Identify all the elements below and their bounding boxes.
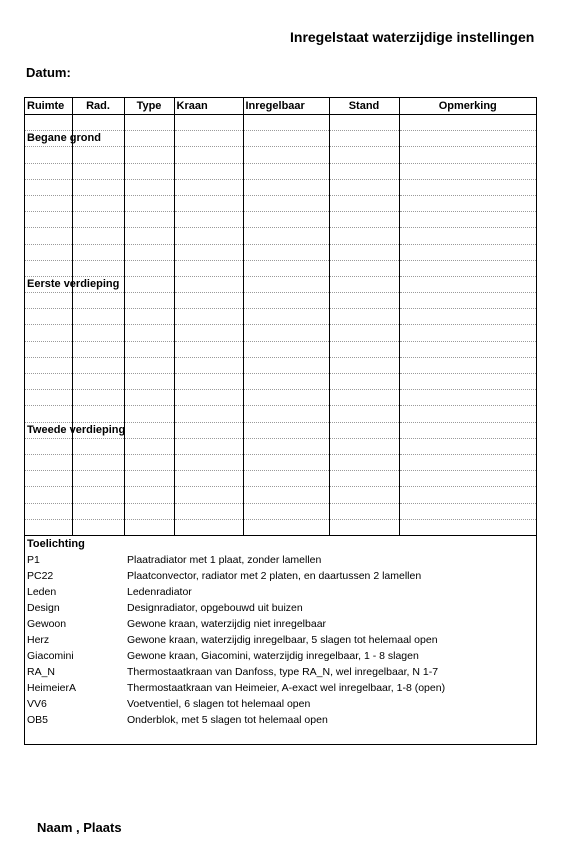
table-cell[interactable] (243, 293, 329, 309)
table-cell[interactable] (399, 212, 536, 228)
legend-description: Thermostaatkraan van Danfoss, type RA_N, wel inregelbaar, N 1-7 (127, 666, 439, 678)
table-cell[interactable] (25, 438, 72, 454)
table-cell[interactable] (399, 357, 536, 373)
table-cell[interactable] (25, 471, 72, 487)
table-cell[interactable] (124, 519, 174, 535)
table-cell[interactable] (243, 357, 329, 373)
legend-code: P1 (27, 554, 40, 566)
table-cell[interactable] (124, 390, 174, 406)
table-row (25, 438, 536, 454)
legend-description: Plaatconvector, radiator met 2 platen, en daartussen 2 lamellen (127, 570, 422, 582)
table-cell[interactable] (124, 422, 174, 438)
table-cell[interactable] (243, 471, 329, 487)
table-cell[interactable] (25, 244, 72, 260)
legend-code: Leden (27, 586, 57, 598)
table-cell[interactable] (243, 163, 329, 179)
table-cell[interactable] (72, 195, 124, 211)
table-cell[interactable] (329, 471, 399, 487)
legend-code: Design (27, 602, 60, 614)
legend-item (27, 632, 532, 648)
table-cell[interactable] (329, 195, 399, 211)
table-cell[interactable] (174, 276, 243, 292)
table-row (25, 163, 536, 179)
table-cell[interactable] (399, 163, 536, 179)
column-header-inregelbaar: Inregelbaar (243, 98, 329, 115)
column-header-type: Type (124, 98, 174, 115)
table-cell[interactable] (329, 422, 399, 438)
table-cell[interactable] (399, 276, 536, 292)
table-cell[interactable] (124, 276, 174, 292)
table-cell[interactable] (124, 147, 174, 163)
table-row (25, 147, 536, 163)
table-cell[interactable] (329, 503, 399, 519)
table-cell[interactable] (329, 293, 399, 309)
legend-code: RA_N (27, 666, 56, 678)
table-cell[interactable] (399, 115, 536, 131)
table-cell[interactable] (174, 293, 243, 309)
legend-item (27, 568, 532, 584)
table-cell[interactable] (25, 260, 72, 276)
legend-description: Plaatradiator met 1 plaat, zonder lamellen (127, 554, 322, 566)
table-cell[interactable] (243, 341, 329, 357)
table-cell[interactable] (72, 357, 124, 373)
table-row (25, 115, 536, 131)
table-cell[interactable] (174, 147, 243, 163)
legend-description: Designradiator, opgebouwd uit buizen (127, 602, 303, 614)
table-cell[interactable] (174, 438, 243, 454)
table-cell[interactable] (124, 260, 174, 276)
table-cell[interactable] (399, 390, 536, 406)
table-cell[interactable] (243, 325, 329, 341)
table-row (25, 244, 536, 260)
table-cell[interactable] (124, 341, 174, 357)
table-cell[interactable] (174, 406, 243, 422)
table-cell[interactable] (124, 228, 174, 244)
table-cell[interactable] (124, 471, 174, 487)
table-cell[interactable] (243, 390, 329, 406)
table-cell[interactable] (72, 374, 124, 390)
table-cell[interactable] (399, 519, 536, 535)
legend-item (27, 648, 532, 664)
table-cell[interactable] (124, 131, 174, 147)
table-cell[interactable] (72, 228, 124, 244)
table-row (25, 179, 536, 195)
table-cell[interactable] (124, 115, 174, 131)
table-cell[interactable] (329, 163, 399, 179)
table-cell[interactable] (399, 244, 536, 260)
table-cell[interactable] (174, 471, 243, 487)
section-label: Tweede verdieping (25, 422, 72, 438)
table-cell[interactable] (243, 406, 329, 422)
table-cell[interactable] (174, 519, 243, 535)
column-header-opmerking: Opmerking (399, 98, 536, 115)
table-cell[interactable] (25, 147, 72, 163)
legend-title: Toelichting (27, 538, 85, 550)
table-cell[interactable] (25, 325, 72, 341)
table-cell[interactable] (174, 163, 243, 179)
table-cell[interactable] (329, 325, 399, 341)
legend-item (27, 600, 532, 616)
table-cell[interactable] (243, 454, 329, 470)
column-header-ruimte: Ruimte (25, 98, 72, 115)
table-cell[interactable] (399, 131, 536, 147)
table-cell[interactable] (399, 325, 536, 341)
table-cell[interactable] (72, 503, 124, 519)
table-row (25, 228, 536, 244)
table-cell[interactable] (243, 147, 329, 163)
table-cell[interactable] (124, 357, 174, 373)
legend (27, 536, 532, 728)
column-header-kraan: Kraan (174, 98, 243, 115)
table-row (25, 195, 536, 211)
table-cell[interactable] (72, 163, 124, 179)
page-title: Inregelstaat waterzijdige instellingen (290, 29, 535, 45)
table-cell[interactable] (399, 228, 536, 244)
table-cell[interactable] (399, 503, 536, 519)
table-cell[interactable] (174, 244, 243, 260)
table-cell[interactable] (25, 115, 72, 131)
table-cell[interactable] (399, 260, 536, 276)
table-cell[interactable] (399, 195, 536, 211)
table-cell[interactable] (124, 374, 174, 390)
table-cell[interactable] (243, 212, 329, 228)
table-cell[interactable] (243, 228, 329, 244)
table-cell[interactable] (72, 390, 124, 406)
table-cell[interactable] (25, 163, 72, 179)
legend-code: HeimeierA (27, 682, 77, 694)
table-cell[interactable] (25, 374, 72, 390)
table-cell[interactable] (174, 487, 243, 503)
table-cell[interactable] (243, 131, 329, 147)
datum-label: Datum: (26, 65, 71, 80)
section-row (25, 276, 536, 292)
table-cell[interactable] (72, 406, 124, 422)
table-cell[interactable] (25, 357, 72, 373)
legend-description: Ledenradiator (127, 586, 192, 598)
table-cell[interactable] (329, 179, 399, 195)
table-cell[interactable] (329, 519, 399, 535)
table-cell[interactable] (174, 503, 243, 519)
table-cell[interactable] (329, 309, 399, 325)
table-cell[interactable] (329, 228, 399, 244)
name-place-label: Naam , Plaats (37, 820, 122, 835)
table-cell[interactable] (329, 212, 399, 228)
table-cell[interactable] (124, 503, 174, 519)
table-cell[interactable] (243, 374, 329, 390)
table-cell[interactable] (25, 503, 72, 519)
table-cell[interactable] (243, 487, 329, 503)
table-cell[interactable] (329, 341, 399, 357)
table-row (25, 260, 536, 276)
table-cell[interactable] (399, 341, 536, 357)
table-row (25, 503, 536, 519)
table-cell[interactable] (329, 147, 399, 163)
legend-description: Onderblok, met 5 slagen tot helemaal open (127, 714, 328, 726)
table-cell[interactable] (329, 390, 399, 406)
table-cell[interactable] (72, 325, 124, 341)
table-cell[interactable] (243, 438, 329, 454)
table-cell[interactable] (399, 487, 536, 503)
legend-code: PC22 (27, 570, 54, 582)
table-cell[interactable] (174, 260, 243, 276)
table-cell[interactable] (329, 244, 399, 260)
table-cell[interactable] (329, 131, 399, 147)
table-cell[interactable] (399, 309, 536, 325)
table-cell[interactable] (72, 293, 124, 309)
table-cell[interactable] (72, 212, 124, 228)
table-row (25, 212, 536, 228)
table-cell[interactable] (124, 163, 174, 179)
table-cell[interactable] (174, 374, 243, 390)
table-cell[interactable] (124, 406, 174, 422)
table-cell[interactable] (124, 195, 174, 211)
table-cell[interactable] (72, 487, 124, 503)
section-row (25, 131, 536, 147)
table-cell[interactable] (25, 195, 72, 211)
table-cell[interactable] (399, 422, 536, 438)
table-cell[interactable] (25, 406, 72, 422)
table-cell[interactable] (72, 309, 124, 325)
table-cell[interactable] (25, 309, 72, 325)
table-cell[interactable] (25, 390, 72, 406)
table-cell[interactable] (72, 179, 124, 195)
table-cell[interactable] (174, 454, 243, 470)
column-header-rad: Rad. (72, 98, 124, 115)
table-cell[interactable] (399, 374, 536, 390)
table-cell[interactable] (243, 503, 329, 519)
table-row (25, 357, 536, 373)
legend-items (27, 552, 532, 728)
legend-code: OB5 (27, 714, 49, 726)
table-cell[interactable] (124, 309, 174, 325)
table-cell[interactable] (72, 341, 124, 357)
table-cell[interactable] (329, 357, 399, 373)
section-label: Eerste verdieping (25, 276, 72, 292)
legend-description: Gewone kraan, waterzijdig niet inregelbaar (127, 618, 327, 630)
table-cell[interactable] (72, 471, 124, 487)
table-cell[interactable] (174, 179, 243, 195)
legend-code: Giacomini (27, 650, 74, 662)
table-cell[interactable] (174, 115, 243, 131)
table-cell[interactable] (399, 471, 536, 487)
table-cell[interactable] (124, 244, 174, 260)
table-row (25, 519, 536, 535)
legend-code: Herz (27, 634, 50, 646)
legend-item (27, 712, 532, 728)
table-cell[interactable] (174, 228, 243, 244)
table-cell[interactable] (72, 454, 124, 470)
table-cell[interactable] (243, 276, 329, 292)
legend-item (27, 680, 532, 696)
table-cell[interactable] (124, 293, 174, 309)
legend-item (27, 696, 532, 712)
table-cell[interactable] (243, 195, 329, 211)
table-cell[interactable] (329, 115, 399, 131)
table-cell[interactable] (124, 212, 174, 228)
table-cell[interactable] (174, 131, 243, 147)
table-row (25, 325, 536, 341)
table-cell[interactable] (124, 487, 174, 503)
table-cell[interactable] (243, 260, 329, 276)
column-header-stand: Stand (329, 98, 399, 115)
table-cell[interactable] (124, 438, 174, 454)
table-cell[interactable] (399, 179, 536, 195)
table-cell[interactable] (124, 454, 174, 470)
table-cell[interactable] (243, 115, 329, 131)
table-row (25, 374, 536, 390)
settings-sheet (24, 97, 537, 745)
table-cell[interactable] (72, 438, 124, 454)
legend-description: Gewone kraan, Giacomini, waterzijdig inregelbaar, 1 - 8 slagen (127, 650, 419, 662)
table-cell[interactable] (72, 519, 124, 535)
table-cell[interactable] (72, 260, 124, 276)
table-row (25, 390, 536, 406)
table-cell[interactable] (174, 212, 243, 228)
table-cell[interactable] (399, 438, 536, 454)
legend-description: Thermostaatkraan van Heimeier, A-exact wel inregelbaar, 1-8 (open) (127, 682, 446, 694)
table-cell[interactable] (25, 212, 72, 228)
table-cell[interactable] (243, 422, 329, 438)
table-cell[interactable] (174, 390, 243, 406)
table-row (25, 341, 536, 357)
table-cell[interactable] (72, 115, 124, 131)
legend-code: VV6 (27, 698, 47, 710)
table-cell[interactable] (124, 179, 174, 195)
table-cell[interactable] (72, 147, 124, 163)
table-cell[interactable] (25, 293, 72, 309)
table-cell[interactable] (243, 179, 329, 195)
table-cell[interactable] (243, 309, 329, 325)
table-cell[interactable] (329, 487, 399, 503)
table-row (25, 293, 536, 309)
table-cell[interactable] (174, 325, 243, 341)
settings-table (25, 98, 536, 536)
section-row (25, 422, 536, 438)
table-cell[interactable] (329, 406, 399, 422)
table-cell[interactable] (399, 147, 536, 163)
table-cell[interactable] (174, 341, 243, 357)
table-row (25, 406, 536, 422)
table-cell[interactable] (124, 325, 174, 341)
table-cell[interactable] (25, 179, 72, 195)
table-cell[interactable] (399, 454, 536, 470)
table-cell[interactable] (399, 406, 536, 422)
table-cell[interactable] (174, 357, 243, 373)
legend-code: Gewoon (27, 618, 67, 630)
table-row (25, 454, 536, 470)
legend-description: Gewone kraan, waterzijdig inregelbaar, 5 slagen tot helemaal open (127, 634, 438, 646)
legend-item (27, 552, 532, 568)
table-cell[interactable] (329, 260, 399, 276)
table-cell[interactable] (25, 454, 72, 470)
table-cell[interactable] (329, 438, 399, 454)
table-row (25, 471, 536, 487)
table-cell[interactable] (329, 454, 399, 470)
table-cell[interactable] (243, 244, 329, 260)
table-body (25, 115, 536, 536)
table-cell[interactable] (25, 228, 72, 244)
table-row (25, 487, 536, 503)
legend-item (27, 616, 532, 632)
table-cell[interactable] (25, 341, 72, 357)
table-row (25, 309, 536, 325)
table-cell[interactable] (174, 309, 243, 325)
header-row (25, 98, 536, 115)
table-cell[interactable] (243, 519, 329, 535)
table-cell[interactable] (329, 276, 399, 292)
section-label: Begane grond (25, 131, 72, 147)
legend-item (27, 584, 532, 600)
table-cell[interactable] (399, 293, 536, 309)
table-cell[interactable] (174, 195, 243, 211)
legend-item (27, 664, 532, 680)
table-cell[interactable] (25, 487, 72, 503)
table-cell[interactable] (25, 519, 72, 535)
table-cell[interactable] (174, 422, 243, 438)
legend-description: Voetventiel, 6 slagen tot helemaal open (127, 698, 311, 710)
table-cell[interactable] (72, 244, 124, 260)
table-cell[interactable] (329, 374, 399, 390)
